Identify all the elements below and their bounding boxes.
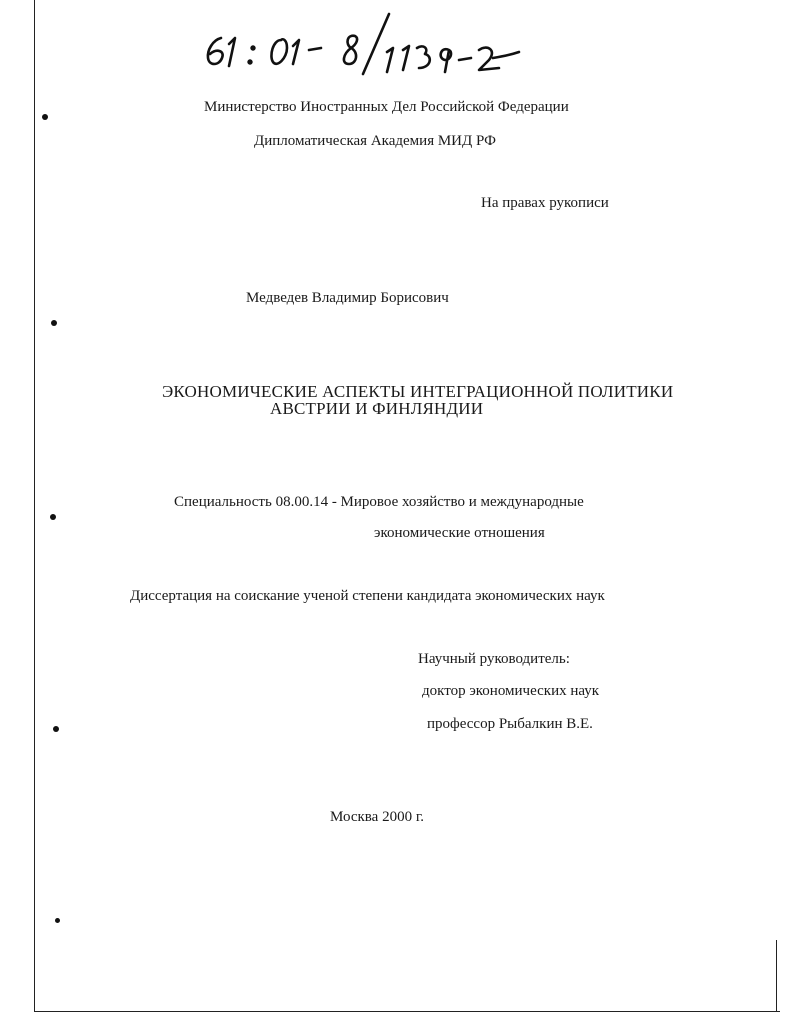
advisor-degree: доктор экономических наук bbox=[422, 683, 600, 699]
academy-name: Дипломатическая Академия МИД РФ bbox=[254, 133, 496, 149]
binding-hole-mark bbox=[50, 514, 56, 520]
advisor-name: профессор Рыбалкин В.Е. bbox=[427, 716, 593, 732]
city-year: Москва 2000 г. bbox=[330, 809, 425, 825]
binding-hole-mark bbox=[51, 320, 57, 326]
scan-right-mark bbox=[776, 940, 777, 1012]
handwritten-archive-number bbox=[195, 8, 555, 78]
specialty-line2: экономические отношения bbox=[374, 525, 545, 541]
specialty-line1: Специальность 08.00.14 - Мировое хозяйство и международные bbox=[174, 494, 584, 510]
author-name: Медведев Владимир Борисович bbox=[246, 290, 449, 306]
binding-hole-mark bbox=[55, 918, 60, 923]
rights-note: На правах рукописи bbox=[481, 195, 609, 211]
binding-hole-mark bbox=[42, 114, 48, 120]
scan-left-border bbox=[34, 0, 35, 1012]
advisor-label: Научный руководитель: bbox=[418, 651, 570, 667]
dissertation-title-line1: ЭКОНОМИЧЕСКИЕ АСПЕКТЫ ИНТЕГРАЦИОННОЙ ПОЛИТИКИ bbox=[162, 382, 674, 401]
dissertation-statement: Диссертация на соискание ученой степени кандидата экономических наук bbox=[130, 588, 605, 604]
scan-bottom-border bbox=[34, 1011, 780, 1012]
ministry-name: Министерство Иностранных Дел Российской Федерации bbox=[204, 99, 569, 115]
dissertation-title-line2: АВСТРИИ И ФИНЛЯНДИИ bbox=[270, 399, 484, 418]
binding-hole-mark bbox=[53, 726, 59, 732]
